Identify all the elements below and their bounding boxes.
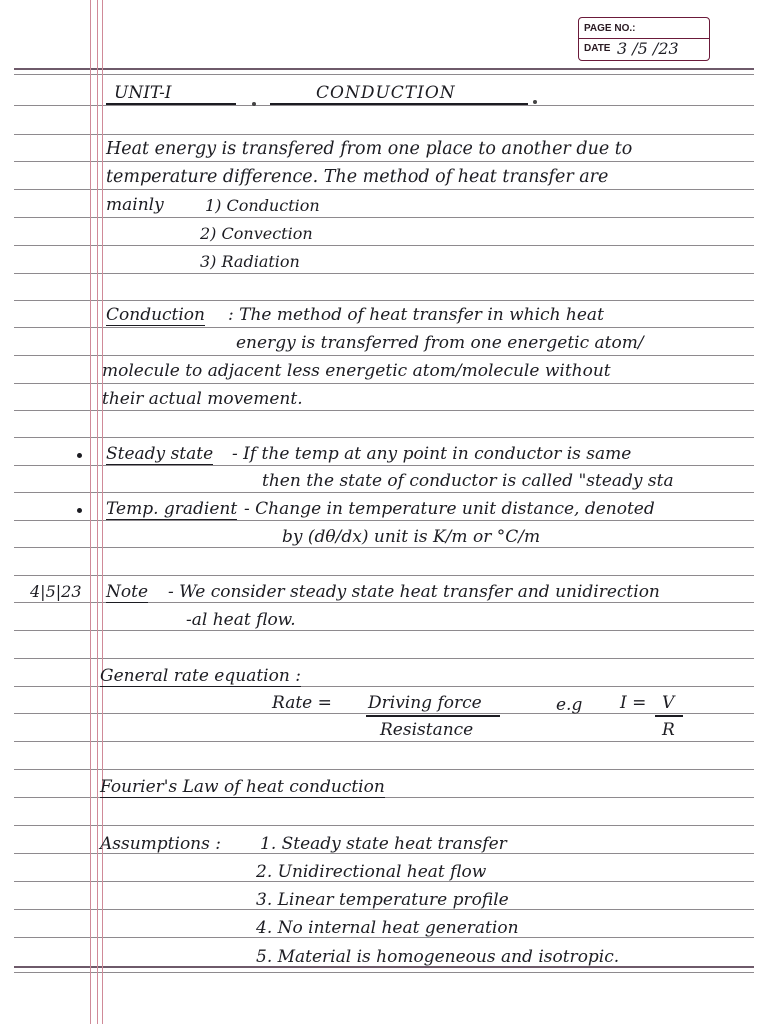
- rule-line: [14, 327, 754, 328]
- rule-line: [14, 410, 754, 411]
- steady-state-line-2: then the state of conductor is called "steady sta: [262, 471, 674, 491]
- assumption-item: 3. Linear temperature profile: [256, 890, 509, 910]
- rule-line: [14, 769, 754, 770]
- note-line-1: - We consider steady state heat transfer and unidirection: [168, 582, 660, 602]
- note-term: Note: [106, 582, 149, 602]
- intro-line-1: Heat energy is transfered from one place to another due to: [106, 139, 633, 159]
- rule-line: [14, 437, 754, 438]
- rule-line: [14, 68, 754, 70]
- title-underline: [106, 103, 236, 105]
- fourier-heading: Fourier's Law of heat conduction: [100, 777, 385, 797]
- rate-equation-heading: General rate equation :: [100, 666, 301, 686]
- assumption-item: 4. No internal heat generation: [256, 918, 519, 938]
- intro-line-2: temperature difference. The method of heat transfer are: [106, 167, 609, 187]
- date-label: DATE: [584, 43, 611, 54]
- margin-line: [90, 0, 91, 1024]
- mode-item: 2) Convection: [200, 224, 313, 243]
- conduction-line-3: molecule to adjacent less energetic atom/molecule without: [102, 361, 611, 381]
- conduction-term: Conduction: [106, 305, 205, 325]
- assumption-item: 1. Steady state heat transfer: [260, 834, 507, 854]
- rule-line: [14, 520, 754, 521]
- margin-line: [102, 0, 103, 1024]
- assumptions-label: Assumptions :: [100, 834, 221, 854]
- rule-line: [14, 355, 754, 356]
- rule-line: [14, 713, 754, 714]
- ohm-fraction-bar: [655, 715, 683, 717]
- rate-fraction-bar: [366, 715, 500, 717]
- page-no-label: PAGE NO.:: [584, 23, 636, 34]
- ohm-denominator: R: [662, 720, 675, 740]
- rule-line: [14, 492, 754, 493]
- title-underline: [270, 103, 528, 105]
- rule-line: [14, 74, 754, 75]
- title-dot: [533, 100, 537, 104]
- mode-item: 3) Radiation: [200, 252, 300, 271]
- rule-line: [14, 105, 754, 106]
- rule-line: [14, 189, 754, 190]
- unit-title: UNIT-I: [114, 83, 172, 103]
- temp-gradient-line-1: - Change in temperature unit distance, denoted: [244, 499, 655, 519]
- topic-title: CONDUCTION: [316, 83, 456, 103]
- rule-line: [14, 300, 754, 301]
- date-value: 3 /5 /23: [617, 39, 679, 58]
- rule-line: [14, 245, 754, 246]
- temp-gradient-line-2: by (dθ/dx) unit is K/m or °C/m: [282, 527, 541, 547]
- rule-line: [14, 161, 754, 162]
- mode-item: 1) Conduction: [205, 196, 320, 215]
- title-dot: [252, 102, 256, 106]
- intro-mainly: mainly: [106, 195, 164, 215]
- rule-line: [14, 575, 754, 576]
- rate-lhs: Rate =: [272, 693, 332, 713]
- assumption-item: 5. Material is homogeneous and isotropic.: [256, 947, 620, 967]
- ohm-lhs: I =: [620, 693, 647, 713]
- rule-line: [14, 383, 754, 384]
- rule-line: [14, 134, 754, 135]
- page-date-box: [578, 17, 710, 61]
- rule-line: [14, 825, 754, 826]
- ohm-numerator: V: [662, 693, 675, 713]
- bullet: [77, 453, 82, 458]
- eg-label: e.g: [556, 695, 583, 715]
- note-date: 4|5|23: [30, 582, 82, 601]
- rule-line: [14, 273, 754, 274]
- conduction-line-4: their actual movement.: [102, 389, 303, 409]
- steady-state-line-1: - If the temp at any point in conductor is same: [232, 444, 632, 464]
- margin-line: [97, 0, 98, 1024]
- bullet: [77, 508, 82, 513]
- conduction-line-2: energy is transferred from one energetic atom/: [236, 333, 644, 353]
- rule-line: [14, 658, 754, 659]
- conduction-line-1: : The method of heat transfer in which heat: [228, 305, 604, 325]
- rate-denominator: Resistance: [380, 720, 474, 740]
- temp-gradient-term: Temp. gradient: [106, 499, 238, 519]
- rule-line: [14, 547, 754, 548]
- rule-line: [14, 217, 754, 218]
- steady-state-term: Steady state: [106, 444, 214, 464]
- assumption-item: 2. Unidirectional heat flow: [256, 862, 487, 882]
- rule-line: [14, 630, 754, 631]
- rate-numerator: Driving force: [368, 693, 482, 713]
- note-line-2: -al heat flow.: [186, 610, 296, 630]
- rule-line: [14, 465, 754, 466]
- rule-line: [14, 972, 754, 973]
- rule-line: [14, 741, 754, 742]
